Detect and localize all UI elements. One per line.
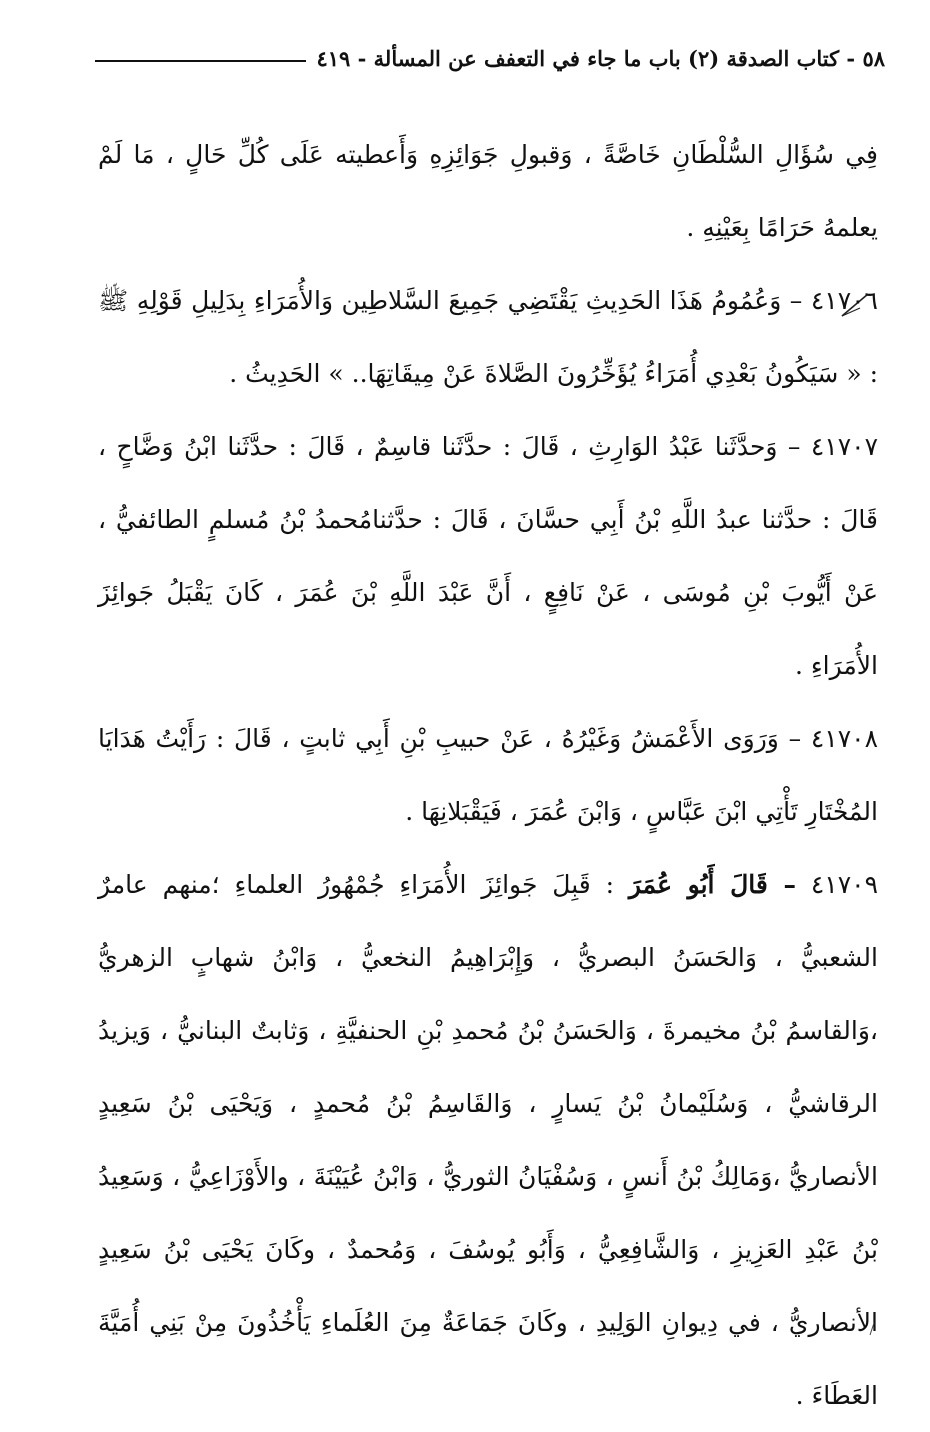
paragraph-41706 [98, 264, 878, 410]
paragraph-number: ٤١٧٠٩ [810, 870, 879, 899]
header-rule [95, 60, 306, 62]
paragraph-41709 [98, 848, 878, 1432]
margin-tick-icon [868, 1322, 876, 1336]
paragraph-number: ٤١٧٠٦ [810, 286, 878, 315]
paragraph-number: ٤١٧٠٧ [810, 432, 878, 461]
paragraph-text: – وَرَوَى الأَعْمَشُ وَغَيْرُهُ ، عَنْ حبيبِ بْنِ أَبِي ثابتٍ ، قَالَ : رَأَيْتُ هَدَايَا المُخْتَارِ تَأْتِي ابْنَ عَبَّاسٍ ، وَابْنَ عُمَرَ ، فَيَقْبَلانِهَا . [98, 724, 878, 826]
paragraph-continuation [98, 118, 878, 264]
paragraph-text: – وَعُمُومُ هَذَا الحَدِيثِ يَقْتَضِي جَمِيعَ السَّلاطِين وَالأُمَرَاءِ بِدَلِيلِ قَوْلِهِ ﷺ : « سَيَكُونُ بَعْدِي أُمَرَاءُ يُؤَخِّرُونَ الصَّلاةَ عَنْ مِيقَاتِهَا.. » الحَدِيثُ . [98, 286, 878, 388]
main-text [98, 118, 878, 1432]
paragraph-text: – وَحدَّثَنا عَبْدُ الوَارِثِ ، قَالَ : حدَّثَنا قاسِمٌ ، قَالَ : حدَّثَنا ابْنُ وَضَّاحٍ ، قَالَ : حدَّثنا عبدُ اللَّهِ بْنُ أَبِي حسَّانَ ، قَالَ : حدَّثنامُحمدُ بْنُ مُسلمٍ الطائفيُّ ، عَنْ أَيُّوبَ بْنِ مُوسَى ، عَنْ نَافِعٍ ، أَنَّ عَبْدَ اللَّهِ بْنَ عُمَرَ ، كَانَ يَقْبَلُ جَوائِزَ الأُمَرَاءِ . [98, 432, 878, 680]
paragraph-lead: – قَالَ أَبُو عُمَرَ [628, 870, 796, 899]
paragraph-number: ٤١٧٠٨ [810, 724, 878, 753]
running-header [95, 40, 885, 76]
paragraph-text: فِي سُؤَالِ السُّلْطَانِ خَاصَّةً ، وَقبولِ جَوَائِزِهِ وَأَعطيته عَلَى كُلِّ حَالٍ ، مَا لَمْ يعلمهُ حَرَامًا بِعَيْنِهِ . [98, 140, 878, 242]
header-title: ٥٨ - كتاب الصدقة (٢) باب ما جاء في التعفف عن المسألة - ٤١٩ [316, 45, 885, 71]
paragraph-text: : قَبِلَ جَوائِزَ الأُمَرَاءِ جُمْهُورُ العلماءِ ؛منهم عامرٌ الشعبيُّ ، وَالحَسَنُ البصريُّ ، وَإِبْرَاهِيمُ النخعيُّ ، وَابْنُ شهابٍ الزهريُّ ،وَالقاسمُ بْنُ مخيمرةَ ، وَالحَسَنُ بْنُ مُحمدِ بْنِ الحنفيَّةِ ، وَثابتٌ البنانيُّ ، وَيزيدُ الرقاشيُّ ، وَسُلَيْمانُ بْنُ يَسارٍ ، وَالقَاسِمُ بْنُ مُحمدٍ ، وَيَحْيَى بْنُ سَعِيدٍ الأنصاريُّ ،وَمَالِكُ بْنُ أَنسٍ ، وَسُفْيَانُ الثوريُّ ، وَابْنُ عُيَيْنَةَ ، والأَوْزَاعِيُّ ، وَسَعِيدُ بْنُ عَبْدِ العَزِيزِ ، وَالشَّافِعِيُّ ، وَأَبُو يُوسُفَ ، وَمُحمدٌ ، وكَانَ يَحْيَى بْنُ سَعِيدٍ الأنصاريُّ ، في دِيوانِ الوَلِيدِ ، وكَانَ جَمَاعَةٌ مِنَ العُلَماءِ يَأْخُذُونَ مِنْ بَنِي أُمَيَّةَ العَطَاءَ . [98, 870, 879, 1410]
paragraph-41708 [98, 702, 878, 848]
paragraph-41707 [98, 410, 878, 702]
